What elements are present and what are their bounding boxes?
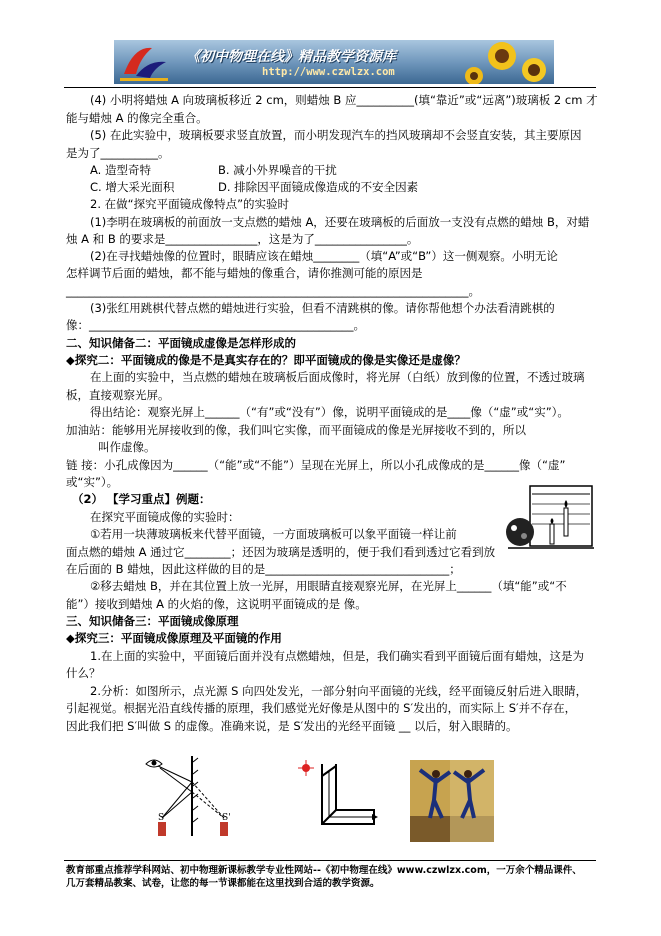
explore-3-heading: ◆探究三：平面镜成像原理及平面镜的作用 <box>66 631 282 645</box>
example-intro: 在探究平面镜成像的实验时： <box>90 510 240 524</box>
example-q1-line1: ①若用一块薄玻璃板来代替平面镜，一方面玻璃板可以象平面镜一样让前 <box>90 527 457 541</box>
option-b: B. 减小外界噪音的干扰 <box>218 163 337 177</box>
example-q1-line2: 面点燃的蜡烛 A 通过它________；还因为玻璃是透明的，便于我们看到透过它看到放 <box>66 545 496 559</box>
footer-rule <box>64 860 596 861</box>
label-s: S <box>158 813 165 823</box>
link-line2: 或“实”）。 <box>66 475 119 489</box>
explore-3-text1: 1.在上面的实验中，平面镜后面并没有点燃蜡烛，但是，我们确实看到平面镜后面有蜡烛，这是为 <box>90 649 584 663</box>
q2-part3-line1: (3)张红用跳棋代替点燃的蜡烛进行实验，但看不清跳棋的像。请你帮他想个办法看清跳棋的 <box>90 301 555 315</box>
banner-title: 《初中物理在线》精品教学资源库 <box>186 49 396 65</box>
periscope-diagram <box>296 760 380 842</box>
explore-2-heading: ◆探究二：平面镜成的像是不是真实存在的？即平面镜成的像是实像还是虚像？ <box>66 353 466 367</box>
explore-3-text2: 什么？ <box>66 666 101 680</box>
q2-part1-line2: 烛 A 和 B 的要求是________________，这是为了________________。 <box>66 232 419 246</box>
q2-part2-line2: 怎样调节后面的蜡烛，都不能与蜡烛的像重合，请你推测可能的原因是 <box>66 266 423 280</box>
example-q1-line3: 在后面的 B 蜡烛，因此这样做的目的是________________________________； <box>66 562 461 576</box>
question-4-line1: (4) 小明将蜡烛 A 向玻璃板移近 2 cm，则蜡烛 B 应__________(填“靠近”或“远离”)玻璃板 2 cm 才 <box>90 93 598 107</box>
tip-line2: 叫作虚像。 <box>98 440 156 454</box>
explore-2-text2: 板，直接观察光屏。 <box>66 388 170 402</box>
footer-line1: 教育部重点推荐学科网站、初中物理新课标教学专业性网站--《初中物理在线》www.czwlzx.com，一万余个精品课件、 <box>66 865 582 876</box>
mirror-ray-diagram <box>142 752 242 842</box>
example-heading: （2） 【学习重点】例题： <box>72 492 211 506</box>
question-5-line1: (5) 在此实验中，玻璃板要求竖直放置，而小明发现汽车的挡风玻璃却不会竖直安装，其主要原因 <box>90 128 582 142</box>
q2-part1-line1: (1)李明在玻璃板的前面放一支点燃的蜡烛 A，还要在玻璃板的后面放一支没有点燃的蜡烛 B，对蜡 <box>90 215 590 229</box>
footer-line2: 几万套精品教案、试卷，让您的每一节课都能在这里找到合适的教学资源。 <box>66 878 380 889</box>
question-4-line2: 能与蜡烛 A 的像完全重合。 <box>66 111 208 125</box>
analysis-line3: 因此我们把 S′叫做 S 的虚像。准确来说，是 S′发出的光经平面镜 __ 以后，射入眼睛的。 <box>66 719 518 733</box>
label-s-prime: S' <box>222 813 231 823</box>
header-banner <box>114 40 554 84</box>
q2-part2-blank: ______________________________________________________________________。 <box>66 284 480 298</box>
eye-icon <box>146 760 162 767</box>
sunflower-decoration-icon <box>465 42 546 84</box>
header-rule <box>64 87 596 88</box>
option-c: C. 增大采光面积 <box>90 180 175 194</box>
experiment-setup-figure <box>500 484 596 564</box>
analysis-line1: 2.分析：如图所示，点光源 S 向四处发光，一部分射向平面镜的光线，经平面镜反射后进入眼睛， <box>90 684 588 698</box>
banner-url: http://www.czwlzx.com <box>262 66 395 78</box>
sun-icon <box>298 760 314 776</box>
example-q2-line2: 能”）接收到蜡烛 A 的火焰的像，这说明平面镜成的是 像。 <box>66 597 367 611</box>
explore-2-text1: 在上面的实验中，当点燃的蜡烛在玻璃板后面成像时，将光屏（白纸）放到像的位置，不透过玻璃 <box>90 370 585 384</box>
section-2-heading: 二、知识储备二：平面镜成虚像是怎样形成的 <box>66 336 296 350</box>
site-logo-icon <box>120 48 168 81</box>
analysis-line2: 引起视觉。根据光沿直线传播的原理，我们感觉光好像是从图中的 S′发出的，而实际上 S′并不存在， <box>66 701 577 715</box>
example-q2-line1: ②移去蜡烛 B，并在其位置上放一光屏，用眼睛直接观察光屏，在光屏上______（填“能”或“不 <box>90 579 567 593</box>
link-line1: 链 接：小孔成像因为______（“能”或“不能”）呈现在光屏上，所以小孔成像成的是______像（“虚” <box>66 458 566 472</box>
section-3-heading: 三、知识储备三：平面镜成像原理 <box>66 614 239 628</box>
option-d: D. 排除因平面镜成像造成的不安全因素 <box>218 180 419 194</box>
conclusion-line: 得出结论：观察光屏上______（“有”或“没有”）像，说明平面镜成的是____像（“虚”或“实”）。 <box>90 405 569 419</box>
question-2-heading: 2. 在做“探究平面镜成像特点”的实验时 <box>90 197 290 211</box>
tip-line1: 加油站：能够用光屏接收到的像，我们叫它实像，而平面镜成的像是光屏接收不到的，所以 <box>66 423 526 437</box>
dancer-mirror-photo <box>410 760 494 842</box>
q2-part3-line2: 像：______________________________________________。 <box>66 318 365 332</box>
question-5-line2: 是为了__________。 <box>66 146 170 160</box>
option-a: A. 造型奇特 <box>90 163 151 177</box>
q2-part2-line1: (2)在寻找蜡烛像的位置时，眼睛应该在蜡烛________（填“A”或“B”）这一侧观察。小明无论 <box>90 249 558 263</box>
